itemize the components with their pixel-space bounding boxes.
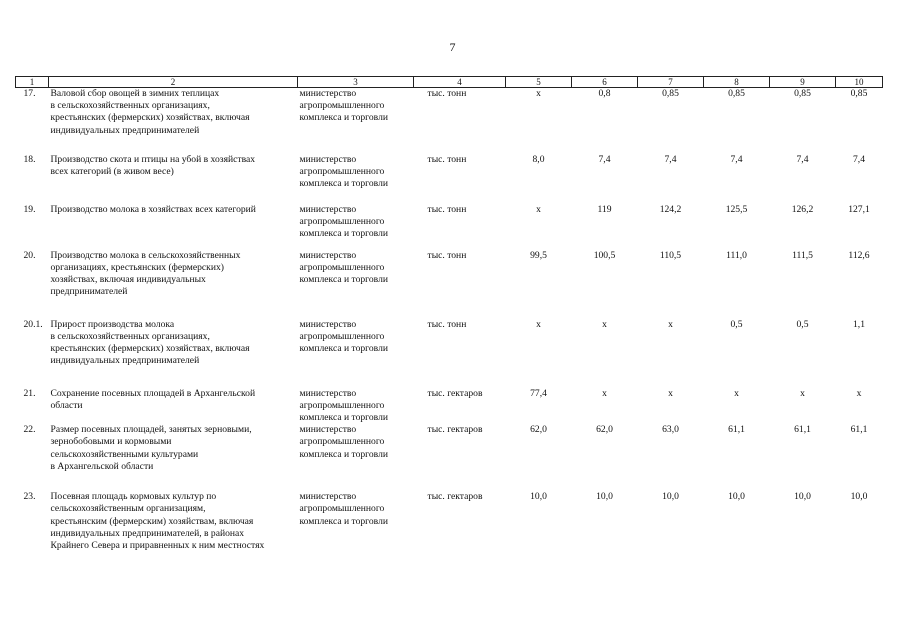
indicator-value: 126,2 bbox=[791, 203, 814, 215]
indicator-name-line: Валовой сбор овощей в зимних теплицах bbox=[50, 88, 220, 99]
indicator-value: 124,2 bbox=[659, 203, 682, 215]
indicator-value: 62,0 bbox=[596, 424, 613, 436]
indicator-value: 7,4 bbox=[730, 153, 743, 165]
column-header: 4 bbox=[414, 77, 506, 88]
indicator-value: 77,4 bbox=[530, 387, 547, 399]
indicator-name-line: индивидуальных предпринимателей bbox=[50, 355, 200, 367]
row-number: 17. bbox=[23, 88, 36, 99]
column-header: 8 bbox=[704, 77, 770, 88]
unit-of-measure: тыс. тонн bbox=[427, 318, 467, 330]
indicator-name bbox=[49, 319, 298, 388]
indicator-name bbox=[49, 491, 298, 561]
indicator-value: 7,4 bbox=[796, 153, 809, 165]
indicator-value: х bbox=[800, 387, 805, 399]
executor-line: агропромышленного bbox=[299, 330, 385, 342]
indicator-value: 7,4 bbox=[853, 153, 865, 165]
indicator-name-line: Производство скота и птицы на убой в хозяйствах bbox=[50, 153, 256, 165]
indicator-value: 125,5 bbox=[725, 203, 748, 215]
column-header: 3 bbox=[298, 77, 414, 88]
indicator-name-line: хозяйствах, включая индивидуальных bbox=[50, 273, 206, 285]
responsible-executor bbox=[298, 204, 414, 250]
indicator-name-line: в Архангельской области bbox=[50, 460, 154, 472]
indicator-value: 119 bbox=[597, 203, 612, 215]
responsible-executor bbox=[298, 424, 414, 491]
table-row bbox=[16, 319, 883, 388]
indicator-value: 10,0 bbox=[850, 491, 868, 503]
column-header: 6 bbox=[572, 77, 638, 88]
responsible-executor bbox=[298, 250, 414, 319]
responsible-executor bbox=[298, 88, 414, 154]
indicator-name-line: индивидуальных предпринимателей, в районах bbox=[50, 527, 245, 539]
responsible-executor bbox=[298, 491, 414, 561]
indicator-value: 100,5 bbox=[593, 249, 616, 261]
column-header: 1 bbox=[16, 77, 49, 88]
executor-line: комплекса и торговли bbox=[299, 112, 389, 124]
unit-of-measure: тыс. тонн bbox=[427, 249, 467, 261]
indicator-value: 61,1 bbox=[850, 424, 868, 436]
indicator-name-line: предпринимателей bbox=[50, 286, 128, 298]
unit-of-measure: тыс. тонн bbox=[427, 153, 467, 165]
indicator-name-line: Производство молока в сельскохозяйственных bbox=[50, 249, 241, 261]
executor-line: комплекса и торговли bbox=[299, 273, 389, 285]
indicator-value: х bbox=[602, 318, 607, 330]
executor-line: агропромышленного bbox=[299, 165, 385, 177]
row-number: 20. bbox=[23, 249, 36, 261]
indicator-name-line: крестьянским (фермерским) хозяйствам, включая bbox=[50, 515, 254, 527]
indicator-value: х bbox=[668, 318, 673, 330]
indicator-value: 111,0 bbox=[726, 249, 747, 261]
executor-line: агропромышленного bbox=[299, 503, 385, 515]
row-number: 19. bbox=[23, 203, 36, 215]
indicator-name-line: крестьянских (фермерских) хозяйствах, включая bbox=[50, 112, 250, 124]
indicator-name-line: Посевная площадь кормовых культур по bbox=[50, 491, 217, 503]
indicator-name-line: крестьянских (фермерских) хозяйствах, включая bbox=[50, 342, 250, 354]
executor-line: агропромышленного bbox=[299, 399, 385, 411]
column-header: 9 bbox=[770, 77, 836, 88]
indicator-value: 0,85 bbox=[728, 88, 745, 99]
indicator-name bbox=[49, 88, 298, 154]
indicator-name-line: Прирост производства молока bbox=[50, 318, 175, 330]
responsible-executor bbox=[298, 388, 414, 425]
executor-line: агропромышленного bbox=[299, 436, 385, 448]
indicator-value: х bbox=[536, 318, 541, 330]
executor-line: министерство bbox=[299, 424, 357, 436]
indicator-name-line: области bbox=[50, 399, 83, 411]
page-number: 7 bbox=[449, 40, 456, 54]
indicator-value: 0,8 bbox=[598, 88, 611, 99]
executor-line: министерство bbox=[299, 491, 357, 503]
indicators-table bbox=[15, 76, 883, 561]
indicator-name-line: Производство молока в хозяйствах всех категорий bbox=[50, 203, 256, 215]
indicator-name-line: индивидуальных предпринимателей bbox=[50, 124, 200, 136]
executor-line: министерство bbox=[299, 249, 357, 261]
indicator-value: 99,5 bbox=[530, 249, 547, 261]
indicator-value: 111,5 bbox=[792, 249, 813, 261]
executor-line: комплекса и торговли bbox=[299, 448, 389, 460]
indicator-value: 10,0 bbox=[662, 491, 679, 503]
table-row bbox=[16, 204, 883, 250]
indicator-value: 61,1 bbox=[794, 424, 811, 436]
column-header: 5 bbox=[506, 77, 572, 88]
executor-line: агропромышленного bbox=[299, 215, 385, 227]
executor-line: комплекса и торговли bbox=[299, 177, 389, 189]
indicator-name bbox=[49, 154, 298, 204]
indicator-name-line: сельскохозяйственным организациям, bbox=[50, 503, 206, 515]
indicator-value: 61,1 bbox=[728, 424, 745, 436]
responsible-executor bbox=[298, 154, 414, 204]
table-header bbox=[16, 77, 883, 88]
indicator-name-line: Размер посевных площадей, занятых зерновыми, bbox=[50, 424, 252, 436]
indicator-name bbox=[49, 424, 298, 491]
table-row bbox=[16, 250, 883, 319]
column-header: 2 bbox=[49, 77, 298, 88]
unit-of-measure: тыс. тонн bbox=[427, 88, 467, 99]
header-row bbox=[16, 77, 883, 88]
indicator-value: 0,85 bbox=[850, 88, 868, 99]
indicator-value: 8,0 bbox=[532, 153, 545, 165]
executor-line: министерство bbox=[299, 203, 357, 215]
indicator-value: 1,1 bbox=[853, 318, 865, 330]
indicator-value: х bbox=[668, 387, 673, 399]
indicator-value: х bbox=[734, 387, 739, 399]
indicator-name-line: зернобобовыми и кормовыми bbox=[50, 436, 172, 448]
row-number: 23. bbox=[23, 491, 36, 503]
indicator-value: 0,85 bbox=[662, 88, 679, 99]
indicator-value: 63,0 bbox=[662, 424, 679, 436]
indicator-name-line: Крайнего Севера и приравненных к ним местностях bbox=[50, 539, 265, 551]
indicator-value: 112,6 bbox=[848, 249, 870, 261]
executor-line: комплекса и торговли bbox=[299, 411, 389, 423]
indicator-value: 10,0 bbox=[530, 491, 547, 503]
indicator-value: 0,5 bbox=[730, 318, 743, 330]
table-body bbox=[16, 88, 883, 562]
indicator-value: 10,0 bbox=[728, 491, 745, 503]
indicator-value: 62,0 bbox=[530, 424, 547, 436]
row-number: 21. bbox=[23, 387, 36, 399]
table-row bbox=[16, 424, 883, 491]
row-number: 20.1. bbox=[23, 318, 43, 330]
indicator-value: х bbox=[856, 387, 862, 399]
executor-line: комплекса и торговли bbox=[299, 515, 389, 527]
indicator-value: х bbox=[536, 88, 541, 99]
unit-of-measure: тыс. гектаров bbox=[427, 491, 483, 503]
indicator-value: х bbox=[602, 387, 607, 399]
column-header: 10 bbox=[836, 77, 883, 88]
indicator-value: 10,0 bbox=[596, 491, 613, 503]
column-header: 7 bbox=[638, 77, 704, 88]
indicator-name bbox=[49, 204, 298, 250]
indicator-value: 110,5 bbox=[659, 249, 682, 261]
row-number: 18. bbox=[23, 153, 36, 165]
row-number: 22. bbox=[23, 424, 36, 436]
indicator-value: 7,4 bbox=[598, 153, 611, 165]
indicator-name-line: в сельскохозяйственных организациях, bbox=[50, 330, 210, 342]
indicator-name-line: организациях, крестьянских (фермерских) bbox=[50, 261, 224, 273]
indicator-name bbox=[49, 250, 298, 319]
indicator-value: 10,0 bbox=[794, 491, 811, 503]
indicator-name-line: сельскохозяйственными культурами bbox=[50, 448, 199, 460]
table-row bbox=[16, 154, 883, 204]
executor-line: комплекса и торговли bbox=[299, 227, 389, 239]
indicator-name-line: Сохранение посевных площадей в Архангельской bbox=[50, 387, 256, 399]
executor-line: агропромышленного bbox=[299, 261, 385, 273]
table-row bbox=[16, 491, 883, 561]
unit-of-measure: тыс. гектаров bbox=[427, 424, 483, 436]
indicator-value: 0,5 bbox=[796, 318, 809, 330]
executor-line: министерство bbox=[299, 387, 357, 399]
executor-line: министерство bbox=[299, 153, 357, 165]
unit-of-measure: тыс. гектаров bbox=[427, 387, 483, 399]
indicator-value: 0,85 bbox=[794, 88, 811, 99]
indicator-name bbox=[49, 388, 298, 425]
indicator-name-line: всех категорий (в живом весе) bbox=[50, 165, 174, 177]
indicator-value: 127,1 bbox=[848, 203, 870, 215]
responsible-executor bbox=[298, 319, 414, 388]
unit-of-measure: тыс. тонн bbox=[427, 203, 467, 215]
executor-line: агропромышленного bbox=[299, 100, 385, 112]
indicator-value: х bbox=[536, 203, 541, 215]
indicator-value: 7,4 bbox=[664, 153, 677, 165]
executor-line: комплекса и торговли bbox=[299, 342, 389, 354]
indicator-name-line: в сельскохозяйственных организациях, bbox=[50, 100, 210, 112]
executor-line: министерство bbox=[299, 318, 357, 330]
executor-line: министерство bbox=[299, 88, 357, 99]
table-row bbox=[16, 88, 883, 154]
table-row bbox=[16, 388, 883, 425]
